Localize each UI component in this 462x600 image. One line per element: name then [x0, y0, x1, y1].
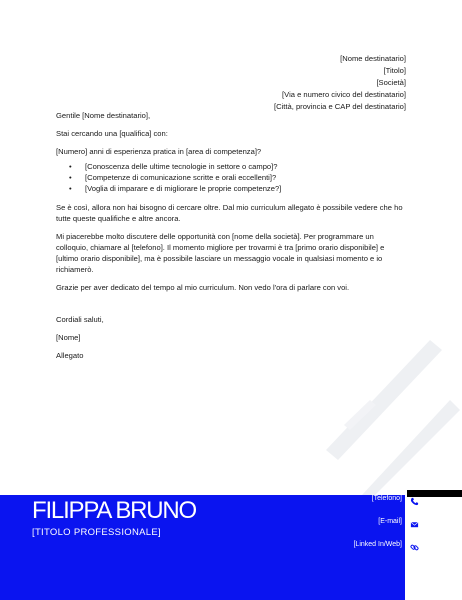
- recipient-name[interactable]: [Nome destinatario]: [340, 54, 406, 63]
- paragraph-interview[interactable]: Mi piacerebbe molto discutere delle opportunità con [nome della società]. Per programmare un colloquio, chiamare al [telefono]. Il momento migliore per trovarmi è tra [primo orario disponibile] e [ultimo orario disponibile], ma è possibile lasciare un messaggio vocale in qualsiasi momento e io richiamerò.: [56, 232, 385, 274]
- experience-line[interactable]: [Numero] anni di esperienza pratica in [area di competenza]?: [56, 147, 262, 156]
- recipient-street[interactable]: [Via e numero civico del destinatario]: [282, 90, 406, 99]
- envelope-icon: [410, 520, 419, 529]
- bullet-icon: •: [69, 184, 72, 193]
- paragraph-qualifications[interactable]: Se è così, allora non hai bisogno di cercare oltre. Dal mio curriculum allegato è possibile vedere che ho tutte queste qualifiche e altre ancora.: [56, 203, 403, 223]
- applicant-name[interactable]: FILIPPA BRUNO: [32, 497, 197, 524]
- list-item[interactable]: [69, 161, 408, 172]
- bullet-icon: •: [69, 173, 72, 182]
- paragraph-thanks[interactable]: Grazie per aver dedicato del tempo al mio curriculum. Non vedo l'ora di parlare con voi.: [56, 283, 350, 292]
- contact-linkedin[interactable]: [Linked In/Web]: [353, 541, 402, 548]
- list-item-text: [Competenze di comunicazione scritte e orali eccellenti]?: [85, 173, 277, 182]
- closing-salutation[interactable]: Cordiali saluti,: [56, 315, 104, 324]
- decorative-stripes: [300, 330, 462, 495]
- phone-icon: [410, 497, 419, 506]
- recipient-city[interactable]: [Città, provincia e CAP del destinatario]: [274, 102, 406, 111]
- recipient-address-block: [274, 53, 406, 113]
- recipient-title[interactable]: [Titolo]: [383, 66, 406, 75]
- contact-email[interactable]: [E-mail]: [378, 518, 402, 525]
- list-item[interactable]: [69, 183, 408, 194]
- list-item-text: [Conoscenza delle ultime tecnologie in settore o campo]?: [85, 162, 278, 171]
- contact-phone[interactable]: [Telefono]: [371, 495, 402, 502]
- link-icon: [410, 543, 419, 552]
- job-title[interactable]: [TITOLO PROFESSIONALE]: [32, 527, 161, 538]
- bullet-icon: •: [69, 162, 72, 171]
- qualification-list: [56, 161, 408, 194]
- greeting[interactable]: Gentile [Nome destinatario],: [56, 111, 151, 120]
- recipient-company[interactable]: [Società]: [376, 78, 406, 87]
- intro-line[interactable]: Stai cercando una [qualifica] con:: [56, 129, 168, 138]
- signature-name[interactable]: [Nome]: [56, 333, 81, 342]
- list-item[interactable]: [69, 172, 408, 183]
- accent-bar: [407, 490, 462, 497]
- enclosure-note[interactable]: Allegato: [56, 351, 84, 360]
- list-item-text: [Voglia di imparare e di migliorare le proprie competenze?]: [85, 184, 282, 193]
